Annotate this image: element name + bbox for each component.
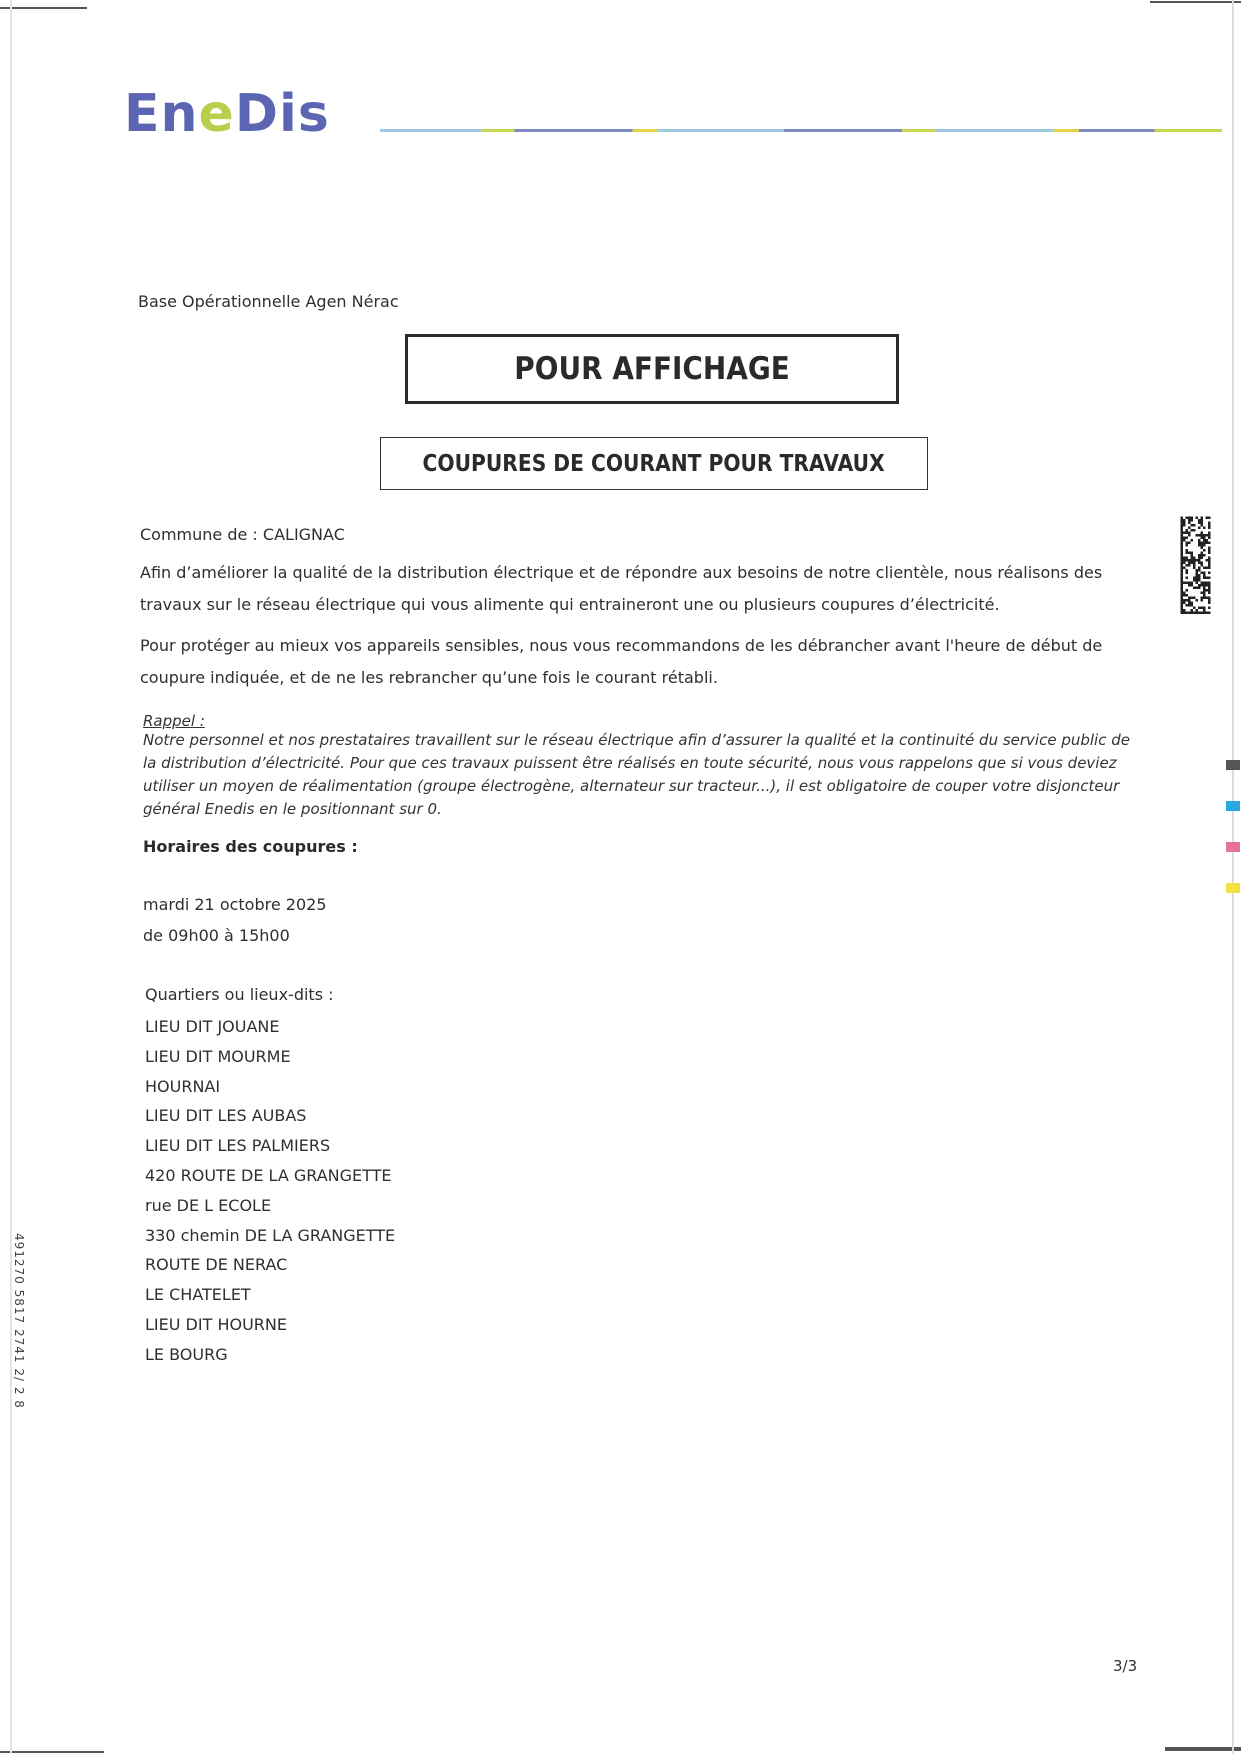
scan-edge-right (1232, 0, 1234, 1754)
rappel-label: Rappel : (143, 712, 205, 730)
color-swatch-yellow (1226, 883, 1240, 893)
title-box-affichage (405, 334, 899, 404)
color-swatch-cyan (1226, 801, 1240, 811)
quartiers-list (145, 1012, 395, 1370)
list-item: LIEU DIT LES PALMIERS (145, 1136, 331, 1156)
paragraph-recommandation: Pour protéger au mieux vos appareils sensibles, nous vous recommandons de les débrancher avant l'heure de début de coupure indiquée, et de ne les rebrancher qu’une fois le courant rétabli. (140, 636, 1103, 687)
logo-part-3: Dis (234, 84, 330, 144)
scan-edge-left (10, 0, 12, 1754)
logo-part-1: En (124, 84, 199, 144)
list-item: LE BOURG (145, 1344, 228, 1364)
color-swatch-magenta (1226, 842, 1240, 852)
rappel-body: Notre personnel et nos prestataires travaillent sur le réseau électrique afin d’assurer la qualité et la continuité du service public de la distribution d’électricité. Pour que ces travaux puissent être réalisés en toute sécurité, nous vous rappelons que si vous deviez utiliser un moyen de réalimentation (groupe électrogène, alternateur sur tracteur...), il est obligatoire de couper votre disjoncteur général Enedis en le positionnant sur 0. (143, 731, 1130, 818)
title-coupures: COUPURES DE COURANT POUR TRAVAUX (422, 450, 886, 477)
list-item: 420 ROUTE DE LA GRANGETTE (145, 1165, 392, 1185)
list-item: LIEU DIT LES AUBAS (145, 1106, 307, 1126)
datamatrix-code (1180, 516, 1211, 614)
horaires-title: Horaires des coupures : (143, 837, 358, 856)
color-swatch-gray (1226, 760, 1240, 770)
coupure-time: de 09h00 à 15h00 (143, 926, 290, 945)
coupure-date: mardi 21 octobre 2025 (143, 895, 327, 914)
list-item: ROUTE DE NERAC (145, 1255, 288, 1275)
logo-part-2: e (198, 84, 235, 144)
list-item: LIEU DIT MOURME (145, 1046, 291, 1066)
commune: Commune de : CALIGNAC (140, 525, 345, 544)
list-item: LE CHATELET (145, 1285, 251, 1305)
list-item: LIEU DIT HOURNE (145, 1314, 287, 1334)
quartiers-label: Quartiers ou lieux-dits : (145, 985, 334, 1004)
page-number: 3/3 (1113, 1657, 1138, 1675)
list-item: rue DE L ECOLE (145, 1195, 272, 1215)
scan-mark-bottom-right (1165, 1747, 1241, 1751)
list-item: 330 chemin DE LA GRANGETTE (145, 1225, 396, 1245)
logo-rule (380, 129, 1222, 132)
side-reference: 491270 5817 2741 2/ 2 8 (12, 1233, 26, 1409)
scan-mark-top-right (1150, 1, 1241, 3)
list-item: LIEU DIT JOUANE (145, 1017, 280, 1036)
list-item: HOURNAI (145, 1076, 221, 1096)
title-box-coupures (380, 437, 928, 490)
scan-mark-top-left (0, 7, 87, 9)
base-operationnelle: Base Opérationnelle Agen Nérac (138, 292, 399, 311)
enedis-logo (124, 84, 330, 144)
paragraph-intro: Afin d’améliorer la qualité de la distribution électrique et de répondre aux besoins de notre clientèle, nous réalisons des travaux sur le réseau électrique qui vous alimente qui entraineront une ou plusieurs coupures d’électricité. (140, 563, 1103, 614)
title-affichage: POUR AFFICHAGE (514, 351, 790, 387)
scan-mark-bottom-left (0, 1751, 104, 1753)
